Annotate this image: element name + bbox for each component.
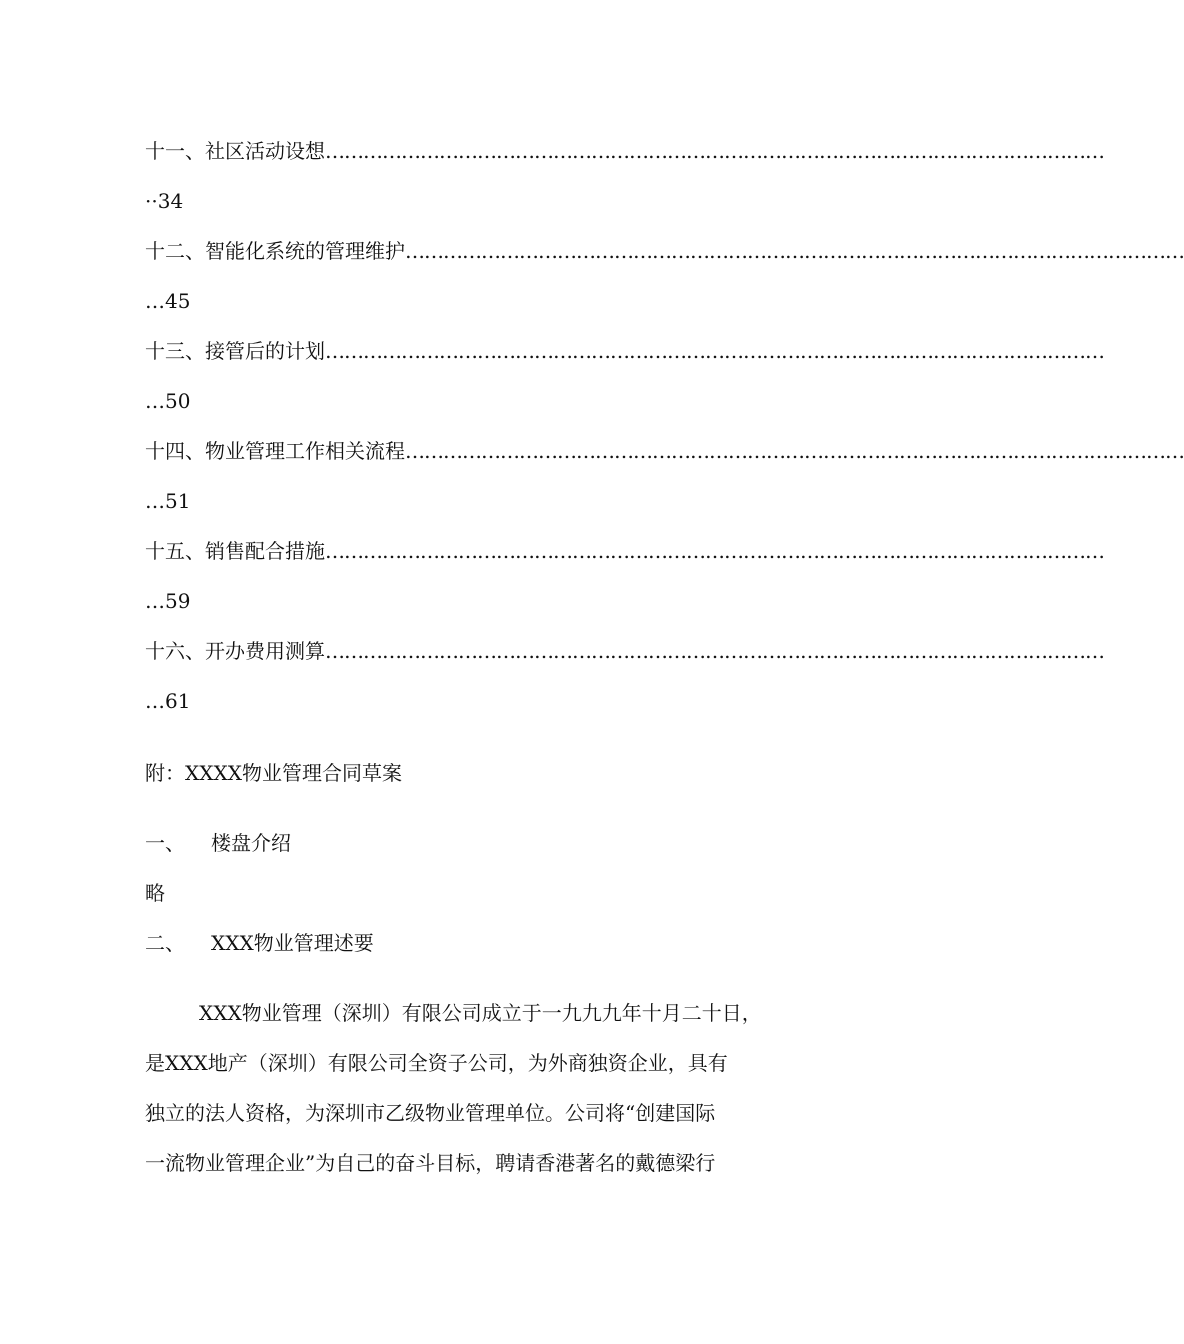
toc-title: 十四、物业管理工作相关流程 (145, 439, 405, 463)
section-title: XXX物业管理述要 (211, 931, 374, 955)
toc-page-number: …50 (145, 389, 191, 413)
section-title: 楼盘介绍 (211, 831, 291, 855)
toc-title: 十五、销售配合措施 (145, 539, 325, 563)
toc-page-number: …45 (145, 289, 191, 313)
toc-entry-13[interactable] (145, 336, 1104, 366)
toc-leader-dots: …………………………………………………………………………………………………………… (405, 439, 1184, 463)
appendix-line: 附：XXXX物业管理合同草案 (145, 761, 402, 785)
toc-title: 十三、接管后的计划 (145, 339, 325, 363)
toc-title: 十六、开办费用测算 (145, 639, 325, 663)
toc-entry-14[interactable] (145, 436, 1184, 466)
toc-entry-16[interactable] (145, 636, 1104, 666)
toc-page-number: …59 (145, 589, 191, 613)
paragraph-line: XXX物业管理（深圳）有限公司成立于一九九九年十月二十日， (199, 1001, 762, 1025)
toc-leader-dots: …………………………………………………………………………………………………………… (325, 539, 1104, 563)
toc-leader-dots: …………………………………………………………………………………………………………… (405, 239, 1184, 263)
toc-entry-12[interactable] (145, 236, 1184, 266)
paragraph-line: 一流物业管理企业”为自己的奋斗目标，聘请香港著名的戴德梁行 (145, 1151, 716, 1175)
toc-title: 十一、社区活动设想 (145, 139, 325, 163)
section-1-body: 略 (145, 881, 165, 905)
toc-page-number: ··34 (145, 189, 184, 213)
section-heading-2 (145, 928, 374, 958)
toc-leader-dots: …………………………………………………………………………………………………………… (325, 639, 1104, 663)
section-number: 一、 (145, 831, 185, 855)
paragraph-line: 是XXX地产（深圳）有限公司全资子公司，为外商独资企业，具有 (145, 1051, 728, 1075)
toc-entry-15[interactable] (145, 536, 1104, 566)
toc-leader-dots: …………………………………………………………………………………………………………… (325, 339, 1104, 363)
toc-title: 十二、智能化系统的管理维护 (145, 239, 405, 263)
section-number: 二、 (145, 931, 185, 955)
paragraph-line: 独立的法人资格，为深圳市乙级物业管理单位。公司将“创建国际 (145, 1101, 716, 1125)
toc-entry-11[interactable] (145, 136, 1104, 166)
toc-page-number: …51 (145, 489, 191, 513)
section-heading-1 (145, 828, 291, 858)
toc-leader-dots: …………………………………………………………………………………………………………… (325, 139, 1104, 163)
toc-page-number: …61 (145, 689, 191, 713)
